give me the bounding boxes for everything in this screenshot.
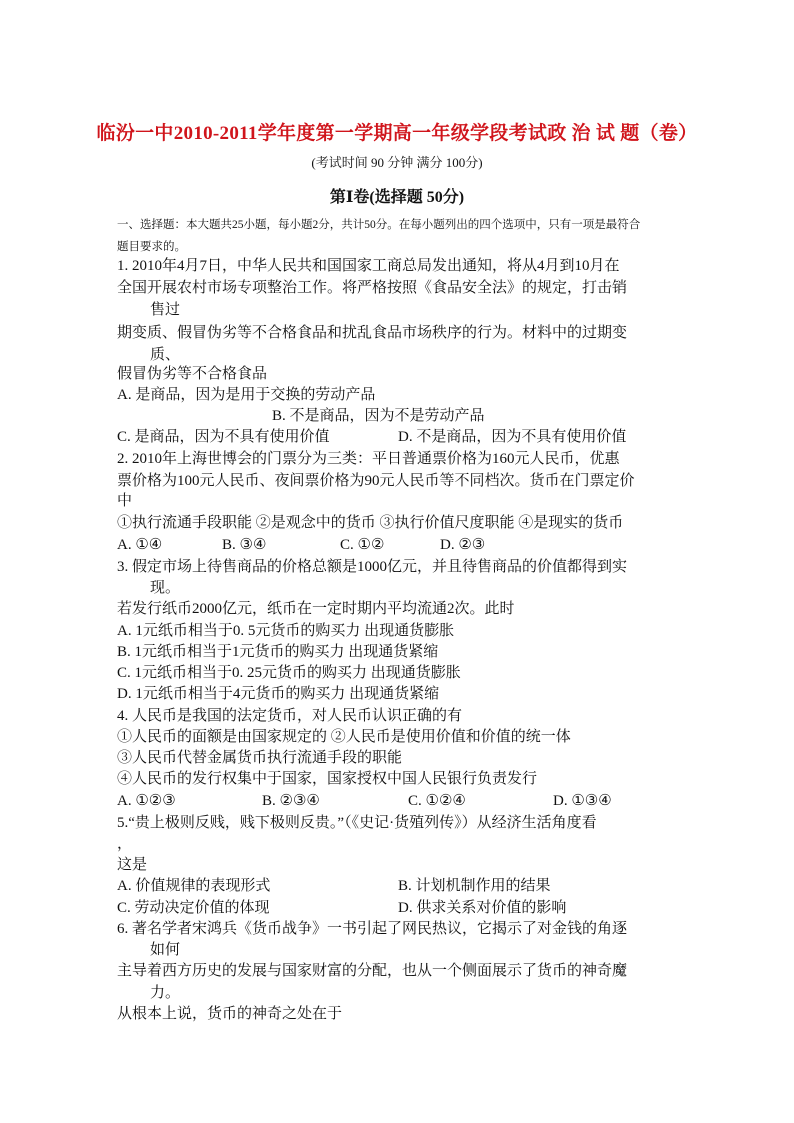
statement-line: ④人民币的发行权集中于国家，国家授权中国人民银行负责发行: [117, 771, 538, 787]
instructions-line: 题目要求的。: [117, 241, 186, 253]
question-line: 假冒伪劣等不合格食品: [117, 366, 268, 382]
option-b: B. 计划机制作用的结果: [398, 878, 551, 894]
option-b: B. 不是商品，因为不是劳动产品: [272, 408, 485, 424]
question-line: 全国开展农村市场专项整治工作。将严格按照《食品安全法》的规定，打击销: [117, 280, 628, 296]
question-line: 3. 假定市场上待售商品的价格总额是1000亿元，并且待售商品的价值都得到实: [117, 559, 628, 575]
statement-line: ①执行流通手段职能 ②是观念中的货币 ③执行价值尺度职能 ④是现实的货币: [117, 515, 624, 531]
exam-title: 临汾一中2010-2011学年度第一学期高一年级学段考试政 治 试 题（卷）: [96, 123, 698, 144]
instructions-line: 一、选择题：本大题共25小题，每小题2分，共计50分。在每小题列出的四个选项中，只有一项是最符合: [117, 219, 641, 231]
question-line: 这是: [117, 857, 148, 873]
exam-subtitle: (考试时间 90 分钟 满分 100分): [311, 155, 483, 170]
question-line: 1. 2010年4月7日，中华人民共和国国家工商总局发出通知，将从4月到10月在: [117, 258, 620, 274]
statement-line: ①人民币的面额是由国家规定的 ②人民币是使用价值和价值的统一体: [117, 729, 571, 745]
option-b: B. ③④: [222, 537, 267, 553]
option-a: A. 是商品，因为是用于交换的劳动产品: [117, 387, 376, 403]
question-line: 若发行纸币2000亿元，纸币在一定时期内平均流通2次。此时: [117, 601, 515, 617]
question-line: 2. 2010年上海世博会的门票分为三类：平日普通票价格为160元人民币，优惠: [117, 451, 620, 467]
question-line: 6. 著名学者宋鸿兵《货币战争》一书引起了网民热议，它揭示了对金钱的角逐: [117, 921, 628, 937]
section-heading: 第Ⅰ卷(选择题 50分): [329, 189, 465, 206]
option-c: C. 劳动决定价值的体现: [117, 900, 270, 916]
instructions: [117, 214, 677, 258]
question-line: 质、: [150, 347, 181, 363]
option-c: C. ①②④: [408, 793, 466, 809]
option-a: A. ①④: [117, 537, 163, 553]
question-line: 期变质、假冒伪劣等不合格食品和扰乱食品市场秩序的行为。材料中的过期变: [117, 325, 628, 341]
option-a: A. 价值规律的表现形式: [117, 878, 271, 894]
question-line: 如何: [150, 942, 181, 958]
option-d: D. ①③④: [553, 793, 612, 809]
question-line: 中: [117, 493, 133, 509]
question-line: 5.“贵上极则反贱，贱下极则反贵。”（《史记·货殖列传》）从经济生活角度看: [117, 815, 597, 831]
option-d: D. ②③: [440, 537, 486, 553]
option-c: C. 是商品，因为不具有使用价值: [117, 429, 330, 445]
option-d: D. 供求关系对价值的影响: [398, 900, 567, 916]
option-c: C. 1元纸币相当于0. 25元货币的购买力 出现通货膨胀: [117, 665, 461, 681]
option-a: A. ①②③: [117, 793, 176, 809]
question-line: 票价格为100元人民币、夜间票价格为90元人民币等不同档次。货币在门票定价: [117, 473, 635, 489]
question-line: 售过: [150, 302, 181, 318]
option-b: B. ②③④: [262, 793, 320, 809]
option-d: D. 1元纸币相当于4元货币的购买力 出现通货紧缩: [117, 686, 440, 702]
question-line: 力。: [150, 985, 181, 1001]
option-d: D. 不是商品，因为不具有使用价值: [398, 429, 627, 445]
statement-line: ③人民币代替金属货币执行流通手段的职能: [117, 750, 403, 766]
question-line: 现。: [150, 580, 181, 596]
option-b: B. 1元纸币相当于1元货币的购买力 出现通货紧缩: [117, 644, 439, 660]
question-line: 主导着西方历史的发展与国家财富的分配，也从一个侧面展示了货币的神奇魔: [117, 963, 628, 979]
question-line: ，: [117, 836, 133, 852]
question-line: 4. 人民币是我国的法定货币，对人民币认识正确的有: [117, 708, 463, 724]
option-a: A. 1元纸币相当于0. 5元货币的购买力 出现通货膨胀: [117, 623, 455, 639]
question-line: 从根本上说，货币的神奇之处在于: [117, 1006, 343, 1022]
option-c: C. ①②: [340, 537, 385, 553]
